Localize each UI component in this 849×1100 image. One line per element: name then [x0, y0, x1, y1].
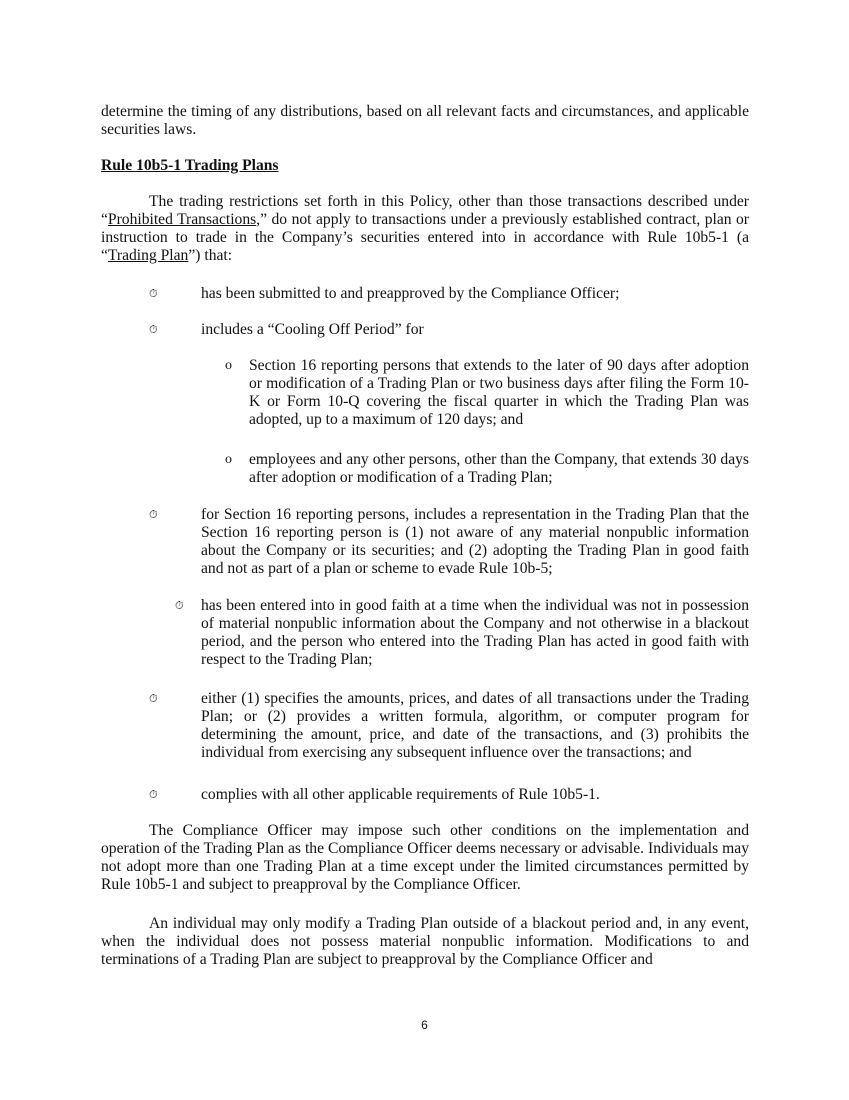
bullet-item: includes a “Cooling Off Period” for	[201, 321, 424, 338]
circle-bullet-icon: o	[225, 358, 232, 373]
compliance-officer-paragraph: The Compliance Officer may impose such other conditions on the implementation and operation of the Trading Plan as the Compliance Officer deems necessary or advisable. Individuals may not adopt more than one Trading Plan at a time except under the limited circumstances permitted by Rule 10b5-1 and subject to preapproval by the Compliance Officer.	[101, 822, 749, 893]
intro-paragraph: determine the timing of any distributions, based on all relevant facts and circumstances, and applicable securities laws.	[101, 103, 749, 138]
clock-bullet-icon: ⏱	[175, 600, 184, 612]
prohibited-transactions-reference: Prohibited Transactions	[107, 211, 257, 228]
sub-bullet-item: Section 16 reporting persons that extends to the later of 90 days after adoption or modification of a Trading Plan or two business days after filing the Form 10-K or Form 10-Q covering the fiscal quarter in which the Trading Plan was adopted, up to a maximum of 120 days; and	[249, 357, 749, 428]
bullet-item: has been entered into in good faith at a time when the individual was not in possession of material nonpublic information about the Company and not otherwise in a blackout period, and the person who entered into the Trading Plan has acted in good faith with respect to the Trading Plan;	[201, 597, 749, 668]
section-heading: Rule 10b5-1 Trading Plans	[101, 157, 279, 174]
bullet-item: has been submitted to and preapproved by the Compliance Officer;	[201, 285, 620, 302]
clock-bullet-icon: ⏱	[149, 288, 158, 300]
trading-plan-term: Trading Plan	[107, 247, 189, 264]
page-number: 6	[421, 1018, 428, 1032]
paragraph-text: ”) that:	[188, 247, 233, 264]
paragraph-text: The trading restrictions set forth in this Policy, other than those transactions described under “	[101, 193, 749, 228]
circle-bullet-icon: o	[225, 452, 232, 467]
clock-bullet-icon: ⏱	[149, 324, 158, 336]
bullet-item: for Section 16 reporting persons, includes a representation in the Trading Plan that the Section 16 reporting person is (1) not aware of any material nonpublic information about the Company or its securities; and (2) adopting the Trading Plan in good faith and not as part of a plan or scheme to evade Rule 10b-5;	[201, 506, 749, 577]
bullet-item: either (1) specifies the amounts, prices, and dates of all transactions under the Trading Plan; or (2) provides a written formula, algorithm, or computer program for determining the amount, price, and date of the transactions, and (3) prohibits the individual from exercising any subsequent influence over the transactions; and	[201, 690, 749, 761]
paragraph-text: ,” do not apply to transactions under a previously established contract, plan or instruction to trade in the Company’s securities entered into in accordance with Rule 10b5-1 (a “	[101, 211, 750, 264]
clock-bullet-icon: ⏱	[149, 693, 158, 705]
trading-plan-paragraph	[101, 193, 749, 265]
bullet-item: complies with all other applicable requirements of Rule 10b5-1.	[201, 786, 600, 803]
clock-bullet-icon: ⏱	[149, 789, 158, 801]
clock-bullet-icon: ⏱	[149, 509, 158, 521]
modification-paragraph: An individual may only modify a Trading Plan outside of a blackout period and, in any event, when the individual does not possess material nonpublic information. Modifications to and terminations of a Trading Plan are subject to preapproval by the Compliance Officer and	[101, 915, 749, 968]
sub-bullet-item: employees and any other persons, other than the Company, that extends 30 days after adoption or modification of a Trading Plan;	[249, 451, 749, 486]
